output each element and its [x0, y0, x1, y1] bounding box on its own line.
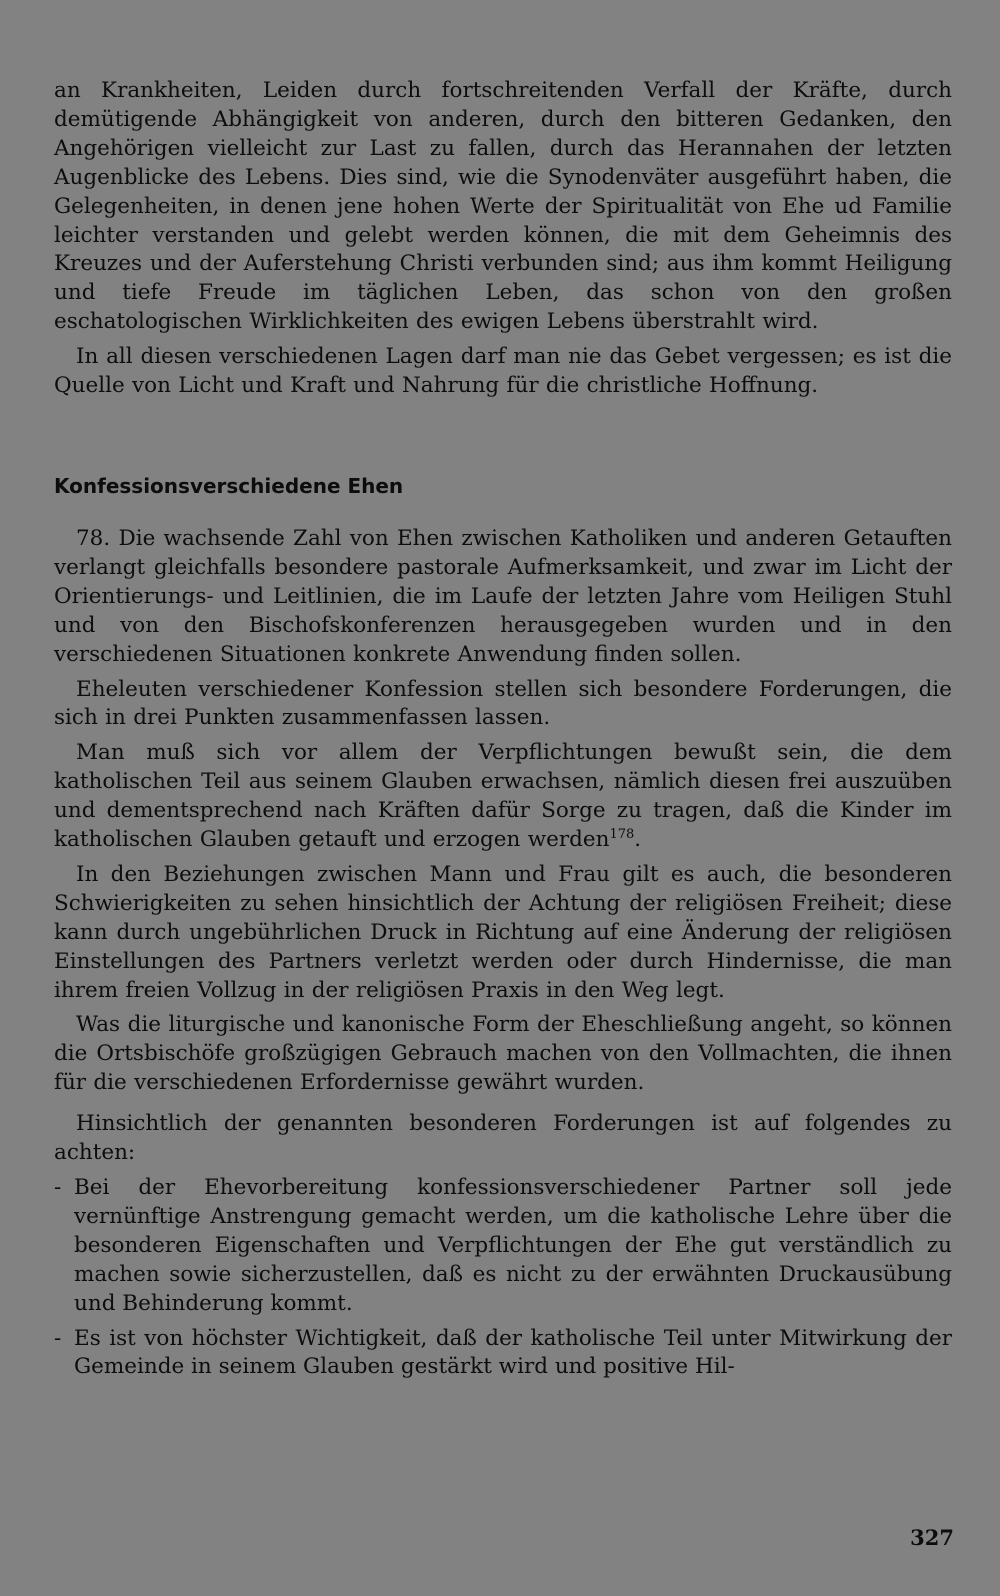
paragraph-demands: Eheleuten verschiedener Konfession stellen sich besondere Forderungen, die sich in drei Punkten zusammenfassen lassen.	[54, 676, 952, 731]
footnote-suffix: .	[634, 827, 642, 853]
list-dash: -	[54, 1175, 62, 1200]
paragraph-following: Hinsichtlich der genannten besonderen Forderungen ist auf folgendes zu achten:	[54, 1111, 952, 1166]
list-item-text: Bei der Ehevorbereitung konfessionsverschiedener Partner soll jede vernünftige Anstrengung gemacht werden, um die katholische Lehre über die besonderen Eigenschaften und Verpflichtungen der Ehe gut verständlich zu machen sowie sicherzustellen, daß es nicht zu der erwähnten Druckausübung und Behinderung kommt.	[74, 1175, 952, 1316]
list-dash: -	[54, 1325, 62, 1351]
list-item	[54, 1325, 952, 1383]
paragraph-continued: an Krankheiten, Leiden durch fortschreitenden Verfall der Kräfte, durch demütigende Abhängigkeit von anderen, durch den bitteren Gedanken, den Angehörigen vielleicht zur Last zu fallen, durch das Herannahen der letzten Augenblicke des Lebens. Dies sind, wie die Synodenväter ausgeführt haben, die Gelegenheiten, in denen jene hohen Werte der Spiritualität von Ehe ud Familie leichter verstanden und gelebt werden können, die mit dem Geheimnis des Kreuzes und der Auferstehung Christi verbunden sind; aus ihm kommt Heiligung und tiefe Freude im täglichen Leben, das schon von den großen eschatologischen Wirklichkeiten des ewigen Lebens überstrahlt wird.	[54, 78, 952, 335]
list-item	[54, 1174, 952, 1319]
footnote-reference: 178	[609, 826, 635, 842]
section-heading: Konfessionsverschiedene Ehen	[54, 473, 404, 498]
page-body	[54, 77, 952, 1382]
paragraph-religious-freedom: In den Beziehungen zwischen Mann und Frau gilt es auch, die besonderen Schwierigkeiten zu sehen hinsichtlich der Achtung der religiösen Freiheit; diese kann durch ungebührlichen Druck in Richtung auf eine Änderung der religiösen Einstellungen des Partners verletzt werden oder durch Hindernisse, die man ihrem freien Vollzug in der religiösen Praxis in den Weg legt.	[54, 861, 952, 1003]
requirements-list	[54, 1174, 952, 1382]
paragraph-78: 78. Die wachsende Zahl von Ehen zwischen Katholiken und anderen Getauften verlangt gleichfalls besondere pastorale Aufmerksamkeit, und zwar im Licht der Orientierungs- und Leitlinien, die im Laufe der letzten Jahre vom Heiligen Stuhl und von den Bischofskonferenzen herausgegeben wurden und in den verschiedenen Situationen konkrete Anwendung finden sollen.	[54, 525, 952, 667]
paragraph-obligations	[54, 739, 952, 855]
page-number: 327	[910, 1525, 954, 1550]
paragraph-obligations-text: Man muß sich vor allem der Verpflichtungen bewußt sein, die dem katholischen Teil aus seinem Glauben erwachsen, nämlich diesen frei auszuüben und dementsprechend nach Kräften dafür Sorge zu tragen, daß die Kinder im katholischen Glauben getauft und erzogen werden	[54, 740, 952, 853]
paragraph-prayer: In all diesen verschiedenen Lagen darf man nie das Gebet vergessen; es ist die Quelle von Licht und Kraft und Nahrung für die christliche Hoffnung.	[54, 344, 952, 399]
paragraph-liturgical-form: Was die liturgische und kanonische Form der Eheschließung angeht, so können die Ortsbischöfe großzügigen Gebrauch machen von den Vollmachten, die ihnen für die verschiedenen Erfordernisse gewährt wurden.	[54, 1012, 952, 1096]
list-item-text: Es ist von höchster Wichtigkeit, daß der katholische Teil unter Mitwirkung der Gemeinde in seinem Glauben gestärkt wird und positive Hil-	[74, 1325, 952, 1380]
